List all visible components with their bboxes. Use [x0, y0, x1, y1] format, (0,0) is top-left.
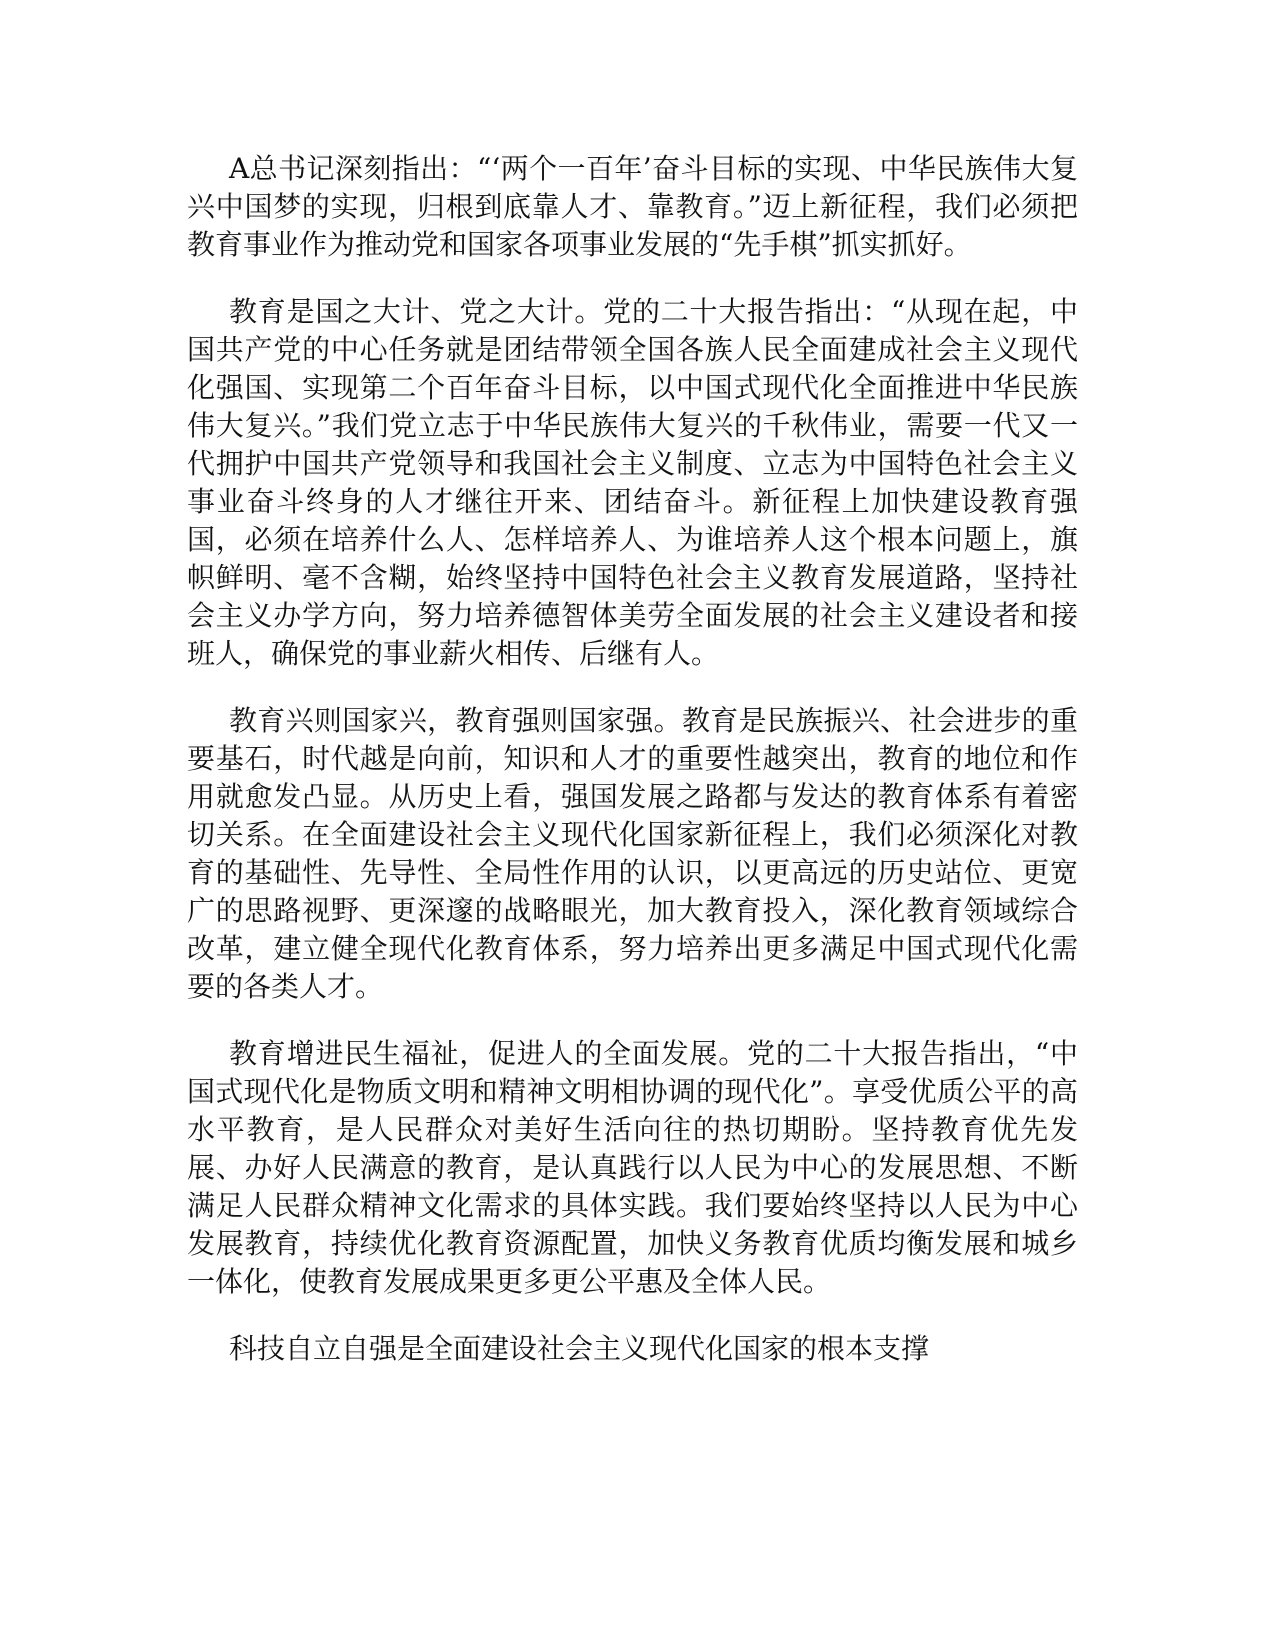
paragraph-5: 科技自立自强是全面建设社会主义现代化国家的根本支撑 — [229, 1332, 930, 1365]
document-body — [187, 150, 1078, 1368]
paragraph-3: 教育兴则国家兴，教育强则国家强。教育是民族振兴、社会进步的重要基石，时代越是向前，知识和人才的重要性越突出，教育的地位和作用就愈发凸显。从历史上看，强国发展之路都与发达的教育体系有着密切关系。在全面建设社会主义现代化国家新征程上，我们必须深化对教育的基础性、先导性、全局性作用的认识，以更高远的历史站位、更宽广的思路视野、更深邃的战略眼光，加大教育投入，深化教育领域综合改革，建立健全现代化教育体系，努力培养出更多满足中国式现代化需要的各类人才。 — [187, 704, 1078, 1003]
paragraph-4: 教育增进民生福祉，促进人的全面发展。党的二十大报告指出，“中国式现代化是物质文明和精神文明相协调的现代化”。享受优质公平的高水平教育，是人民群众对美好生活向往的热切期盼。坚持教育优先发展、办好人民满意的教育，是认真践行以人民为中心的发展思想、不断满足人民群众精神文化需求的具体实践。我们要始终坚持以人民为中心发展教育，持续优化教育资源配置，加快义务教育优质均衡发展和城乡一体化，使教育发展成果更多更公平惠及全体人民。 — [187, 1037, 1078, 1298]
paragraph-2: 教育是国之大计、党之大计。党的二十大报告指出：“从现在起，中国共产党的中心任务就是团结带领全国各族人民全面建成社会主义现代化强国、实现第二个百年奋斗目标，以中国式现代化全面推进中华民族伟大复兴。”我们党立志于中华民族伟大复兴的千秋伟业，需要一代又一代拥护中国共产党领导和我国社会主义制度、立志为中国特色社会主义事业奋斗终身的人才继往开来、团结奋斗。新征程上加快建设教育强国，必须在培养什么人、怎样培养人、为谁培养人这个根本问题上，旗帜鲜明、毫不含糊，始终坚持中国特色社会主义教育发展道路，坚持社会主义办学方向，努力培养德智体美劳全面发展的社会主义建设者和接班人，确保党的事业薪火相传、后继有人。 — [187, 295, 1078, 670]
paragraph-1: A总书记深刻指出：“‘两个一百年’奋斗目标的实现、中华民族伟大复兴中国梦的实现，归根到底靠人才、靠教育。”迈上新征程，我们必须把教育事业作为推动党和国家各项事业发展的“先手棋”抓实抓好。 — [187, 152, 1078, 261]
